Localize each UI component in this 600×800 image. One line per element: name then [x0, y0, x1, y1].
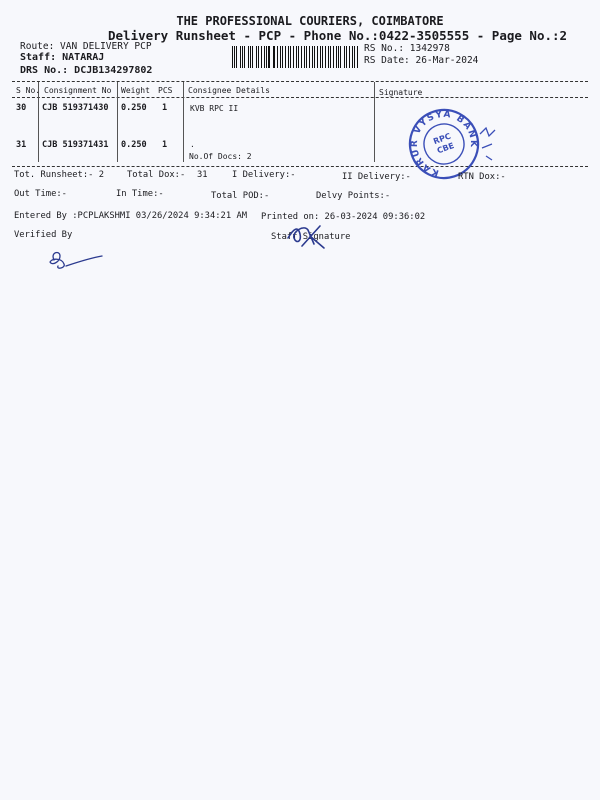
total-dox-label: Total Dox:- [127, 170, 186, 180]
row-doc-count: No.Of Docs: 2 [189, 152, 252, 161]
out-time: Out Time:- [14, 189, 67, 199]
col-header-signature: Signature [379, 88, 423, 97]
delivery-points: Delvy Points:- [316, 191, 391, 201]
svg-text:CBE: CBE [435, 141, 456, 156]
i-delivery: I Delivery:- [232, 170, 296, 180]
row-weight: 0.250 [121, 140, 147, 150]
runsheet-title: Delivery Runsheet - PCP - Phone No.:0422-3505555 - Page No.:2 [108, 28, 568, 43]
rs-number: RS No.: 1342978 [364, 43, 450, 54]
row-pcs: 1 [162, 103, 168, 113]
total-runsheet: Tot. Runsheet:- 2 [14, 170, 105, 180]
row-weight: 0.250 [121, 103, 147, 113]
svg-text:RPC: RPC [432, 131, 453, 147]
route-label: Route: VAN DELIVERY PCP [20, 41, 152, 52]
col-header-consignment: Consignment No [44, 86, 112, 95]
col-divider [183, 82, 184, 162]
row-pcs: 1 [162, 140, 168, 150]
in-time: In Time:- [116, 189, 164, 199]
row-sno: 30 [16, 103, 27, 113]
total-dox-value: 31 [197, 170, 208, 180]
rs-date: RS Date: 26-Mar-2024 [364, 55, 479, 66]
verified-by: Verified By [14, 230, 73, 240]
svg-text:KARUR VYSYA BANK: KARUR VYSYA BANK [409, 109, 479, 178]
row-consignment: CJB 519371430 [42, 103, 109, 113]
row-consignment: CJB 519371431 [42, 140, 109, 150]
col-divider [117, 82, 118, 162]
col-header-weight: Weight [121, 86, 150, 95]
staff-label: Staff: NATARAJ [20, 52, 105, 63]
drs-number: DRS No.: DCJB134297802 [20, 65, 153, 76]
company-name: THE PROFESSIONAL COURIERS, COIMBATORE [176, 14, 444, 28]
col-header-sno: S No. [16, 86, 41, 95]
barcode [232, 46, 360, 68]
col-header-consignee: Consignee Details [188, 86, 270, 95]
row-consignee: KVB RPC II [190, 104, 239, 113]
staff-signature [284, 222, 328, 252]
row-consignee: . [190, 140, 195, 149]
col-header-pcs: PCS [158, 86, 173, 95]
total-pod: Total POD:- [211, 191, 270, 201]
entered-by: Entered By :PCPLAKSHMI 03/26/2024 9:34:21 AM [14, 211, 248, 221]
rtn-dox: RTN Dox:- [458, 172, 506, 182]
col-divider [374, 82, 375, 162]
verifier-signature [46, 248, 106, 272]
ii-delivery: II Delivery:- [342, 172, 411, 182]
row-sno: 31 [16, 140, 27, 150]
table-header-rule [12, 97, 588, 98]
printed-on: Printed on: 26-03-2024 09:36:02 [261, 212, 426, 222]
staff-signature-label: Staff Signature [271, 232, 351, 242]
table-top-rule [12, 81, 588, 82]
